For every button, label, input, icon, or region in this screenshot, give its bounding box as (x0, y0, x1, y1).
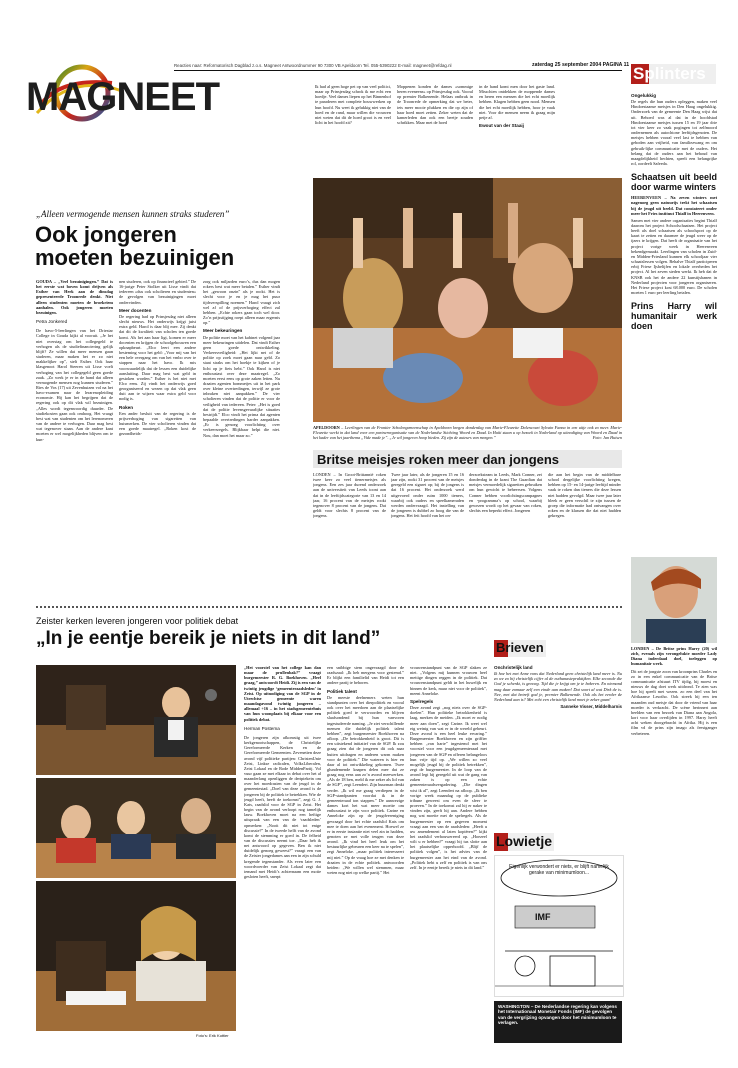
top-column-3: in de hand komt men door het gaste land. Misschien ontdekken de moppende dames en heren een mensen die het echt moeilijk hebben. Klagen hebben geen nood. Mensen die het echt moeilijk hebben, hoor je vaak niet. Voor die mensen neem ik graag mijn petje af. Ewout van der Staaij (479, 84, 555, 129)
lead-headline: Ook jongeren moeten bezuinigen (35, 222, 235, 270)
splinters-title: Splinters (633, 64, 706, 83)
lead-kicker: „Alleen vermogende mensen kunnen straks studeren” (36, 209, 230, 219)
politics-subhead-2: Spelregels (410, 698, 434, 704)
smokers-headline-box (313, 450, 622, 468)
smokers-column-4: die aan het begin van de middelbare school dergelijke voorlichting kregen, hebben op 15- en 14-jarige leeftijd minder vaak te roken dan tieners die deze lessen niet hadden gevolgd. Maar twee jaar later bleek er geen verschil te zijn tussen de groep die informatie had ontvangen over roken en de klassen die dat niet hadden gekregen. (548, 472, 621, 519)
classroom-photo (313, 178, 622, 422)
politics-kicker: Zeister kerken leveren jongeren voor politiek debat (36, 616, 239, 626)
splinter-1-head: Ongelukkig (631, 93, 657, 98)
smokers-headline: Britse meisjes roken meer dan jongens (317, 452, 560, 467)
splinter-2-head: Schaatsen uit beeld door warme winters (631, 172, 717, 193)
photo-caption: APELDOORN – Leerlingen van de Frontier Scholengemeenschap in Apeldoorn kregen donderdag van Marie-Fleurette Dalencourt Sylvain Fanna in een uitje ook zo meer. Marie-Fleurette werkt in dat land voor een partnerorganisatie van de Nederlandse Stichting Woord en Daad. In Haïti staan u op bezoek in Nederland op uitnodiging van Woord en Daad in het kader van het jaarthema „Vide made je”. „Je wil jongeren hoop bieden. Zij zijn de auteurs van morgen.” Foto: Jan Huisen (313, 425, 622, 440)
photo-credit: Foto: Jan Huisen (592, 435, 622, 440)
politics-column-1: „Het voorstel van het college kan dan maar de prullenbak?” vraagt burgemeester R. G. Boekhoven. „Heel graag,” antwoordt Heidi. Zij is een van de twintig jeugdige ‘gemeenteraadsleden’ in Zeist. Op uitnodiging van de SGP in de Utrechtse gemeente waren maandagavond twintig jongeren – allemaal +16 – in het stadsgemeentehuis van hun woonplaats bij elkaar voor een politiek debat. Herman Postema De jongeren zijn afkomstig uit twee kerkgenootschappen, de Christelijke Gereformeerde Kerken en de Gereformeerde Gemeenten. Zevenetien deze avond vijf politieke partijen: ChristenUnie Zeist, Linkse radicalen, VolksLiberalen, Zeist Lokaal en de Rode MiddenPartij. Vol vuur gaan ze met elkaar in debat over het al maanderlang openliggen de dertpiekein om over het moedrasien van de jeugd in de gemeentestad. „Doel van deze avond is de jongeren bij de politiek te betrekken. Wie de jeugd heeft, heeft de toekomst”, zegt G. J. Kats, raadslid voor de SGP in Zeist. Het begin van de avond verloopt nog tamelijk lauw. Boekhoven moet na een heftige uitspraak van een van de ‘raadsleden’ opmerken: „Nooit dit niet tot enige discussie?” In de tweede helft van de avond komt de stemming er goed in. De felheid van de discussies neemt toe. „Daar heb ik net antwoord op gegeven. Ben ik niet duidelijk genoeg geweest?” vraagt een van de Zeister jongedames aan een in zijn schuld kregende tegenstander. Als even later een woordvoerder van Zeist Lokaal zegt dat iemand met Heidi’s achternaam een motie gesloten heeft, snerpt (244, 665, 321, 880)
politics-photo-credit: Foto’s: Erik Kottier (196, 1033, 229, 1038)
top-column-2: Moppenen konden de dames «sommige heren eveneens» op Prinsjesdag ook. Vooral op premier Balkenende. Helaas ontbrak in de Troonrede de opmerking dat we beter, iets meer mooie plukken en die op zijn of haar hoed moet zetten. Zeker weten dat de kamerleden dan ook een beetje zouden schrikken. Maar met de hoed (397, 84, 473, 126)
lowietje-cartoon (494, 855, 624, 997)
brieven-header (494, 640, 546, 657)
lead-subhead-1: Meer docenten (119, 307, 152, 313)
lead-subhead-3: Meer bekeuringen (203, 328, 243, 334)
splinters-col: Ongelukkig De regels die hun ouders opleggen, maken veel Hindoestaanse meisjes in Den Haag ongelukkig. Onderzoek van de gemeente Den Haag wijst dat uit. Behoed was al dat in de hoofdstad Hindoestaanse meisjes tussen 15 en 19 jaar drie tot vier keer zo vaak pogingen tot zelfmoord ondernemen als autochtone leeftijdsgenoten. De meisjes hebben vooral veel last te hebben van geboden aan vrijheid, van familiezwang en om gebruik-lijke communicatie met de ouders. Het belang dat de ouders aan het behoud van maagdelijkheid hechten, speelt een belangrijke rol, oordeelt Safeeda. Schaatsen uit beeld door warme winters HEERENVEEN – Na zeven winters met nagenoeg geen natuurijs trekt het schaatsen bij de jeugd uit beeld. Dat constateert onder meer het Fries instituut Thialf in Heerenveen. Samen met vier andere organisaties begint Thialf daarom het project Schoolschaatsen. Het project heeft als doel schaatsen als schoolsport op de kaart te zetten en daarmee de jeugd weer op de ijzers te krijgen. Dat heeft de organisatie van het project vorige week in Heerenveen bekendgemaakt. Leerlingen van scholen in Zuid- en Midden-Friesland kunnen elk schooljaar vier schaatslessen volgen. Behalve Thialf participeren erbij Friese Ijsbelijfen en lokale overheden het project. Al het zeven steden werkt. Ik heb dat de KNSB ook het de andere 22 kunstijsbanen in Nederland projecten voor jongeren organiseren. Het Friese project kost 68.000 euro. De scholen moeten 1 euro per leerling betalen. Prins Harry wil humanitair werk doen (631, 93, 717, 332)
section-divider (36, 606, 622, 608)
lowietje-box (494, 833, 622, 1043)
politics-photo-2 (36, 778, 236, 878)
smokers-column-3: derzoeksteam in Leeds, Mark Conner, zei donderdag in de krant The Guardian dat meisjes vermoedelijk sigaretten gebruiken om hun gewicht te beheersen. Volgens Conner hebben voorlichtingscampagnes en -programma’s op school, waarbij gewezen wordt op het gevaar van roken, slechts een beperkt effect. Jongeren (469, 472, 542, 514)
lead-subhead-2: Roken (119, 404, 134, 410)
politics-photo-3 (36, 881, 236, 1031)
politics-headline: „In je eentje bereik je niets in dit land” (36, 628, 381, 649)
politics-byline: Herman Postema (244, 725, 280, 731)
politics-photo-1 (36, 665, 236, 775)
lead-column-2: nen studeren, ook op financieel gebied.” De 16-jarige Peter Stolker uit Lisse vindt dat iedereen «dus ook scholieren en studenten» de gevolgen van bezuinigingen moet ondervinden. Meer docenten De regering had op Prinsjesdag niet alleen slecht nieuws. Het onderwijs krijgt juist extra geld. Harol is daar blij mee. Zij denkt dat dit de kwaliteit van scholen ten goede komt. Als het aan haar ligt, komen er meer docenten en krijgen de schoolgebouwen een opknapbeurt. „Elco leert een andere besteming voor het geld: „Voor mij van het een hele overgang om van het vmbo over te stappen naar het havo. Ik mis voorwaardelijk dat de lessen een duidelijke aansluiting. Daar mag best wat geld in gestoken worden.” Esther is het niet met Elco eens. Zij vindt het onderwijs goed georganiseerd en wezen op dat vlak geen duit aan te wijzen waar extra geld voor nodig is. Roken Een ander besluit van de regering is de prijsverhoging van sigaretten van huismerken. De vier scholieren vinden dat een goede maatregel. „Roken kost de gezondheids- (119, 279, 196, 437)
politics-column-2: een snibbige stem ongevraagd door de raadszaal: „Ik heb mergens voor gestemd.” Er blijkt een familielid van Heidi tot een andere partij te behoren. Politiek talent De meeste deelnemers weten hun standpunten over het dierpolitiek en vooral ook over het meedoen aan de plaatselijke politiek goed te verwoorden en blijven slaafsondend bij hun vanvoren ingestudeerde naming. „Je ziet verschillende mensen die duidelijk politiek talent hebben”, zegt burgemeester Boekhoven na afloop. „De betrokkenheid is groot. Dit is een uitstekend initiatief van de SGP. Ik zou graag zien dat de jongeren dit ook naar buiten uitdragen en anderen warm maken voor de politiek.” Die wateren is hier en daar al tot ontwikkeling gekomen. Twee glundemende knapen delen mee dat ze graag nog eens aan zo’n avond meewerken. „Als de 18 ben, meld ik me zeker als lid van de SGP”, zegt Leendert. Zijn buurman denkt verder. „Ik wil me graag verdiepen in de SGP-standpunten voordat ik in de gemeenteraad ton stappen.” De aanwezige dames kort het wat meer moeite om enthousiast te zijn voor politiek. Carine en Anneloke zijn op de jeugdvereniging gevraagd door het echte raadslid Kats om mee te doen aan het evenement. Hoewel ze er in eerste instantie niet veel zin in hadden, genoten ze met volle teugen van deze avond. „Ik vind het heel leuk om het bestuurlijke gebeuren een keer na te spelen”, zegt Anneloke. „maar politiek interesseert mij niet.” Op de vraag hoe ze met denken te draaien in de echte politiek. antwoorden beiden: „We willen wel stemmen, maar weten nog niet op welke partij.” Het (327, 665, 404, 876)
magneet-wordmark: MAGNEET (26, 75, 219, 119)
brieven-box: Brieven Onchristelijk land Ik hoe het met Anne vons dat Nederland geen christelijk land meer is. Nu zo we zo bij christelijk cijfer al de euthanasiepraktijken. Elke seconde die God je schenkt, is genoeg. Tijd die je krijgt om je te bekeren. En niemand mag daar zomaar zelf een einde aan maken! Dat soort al wat Dirk de is. Nee, met dat betreft god je, premier Balkenende. Ook als het eerder de Nederland aan is? Met echt een christelijk land moet je zeker gaan! Sanneke Visser, Middelharnis (494, 640, 622, 710)
lowietje-caption: WASHINGTON – De Nederlandse regering kan volgens het Internationaal Monetair Fonds (IMF) de gevolgen van de vergrijzing opvangen door het minimumloon te verlagen. (498, 1004, 617, 1026)
brieven-title: Brieven (496, 640, 544, 655)
lead-column-1: GOUDA – „Veel bezuinigingen.” Dat is het eerste wat boven komt drijven als Esther van Herk aan de dinsdag gepresenteerde Troonrede denkt. Niet alleen studenten moeten de broekriem aanhalen. Ook jongeren moeten bezuinigen. Petra Jonkered De havo-5-leerlingen van het Driestar College in Gouda kijkt al vooruit. „Je het niet overstag om het collegegeld te verhogen als de studiefinanciering gelijk blijft? Ze willen dat meer mensen gaan studeren, maar maken het er zo niet makkelijker op”, stelt Esther. Ook haar klasgenoot Harol Steeren uit Lisse voelt verhoging van het collegegeld geen goede zaak. „Zo werk je er in de hand dat alleen vermogende mensen nog kunnen studeren.” Ries de Vos (17) uit Zevenhuizen vol na het havo-examen naar de lerarenopleiding economie. Hij kan het begrijpen dat de regering ook op dit vlak wil bezuinigen. „Alles wordt tegenwoordig duurder. De studiekosten gaan ook omhoog. Het vraagt best wat van studenten om het lerenomeren van de andere te verhogen. Daar mag best wat tegenover staan. Aan de andere kant moeten er wel mogelijkheden blijven om te kun- (36, 279, 113, 442)
brieven-heading: Onchristelijk land (494, 665, 533, 670)
address-line: Reacties naar: Reformatorisch Dagblad z.o.s. Magneet Antwoordnummer 90 7300 VB Apeldoorn Tel. 055-5390222 E-mail: magneet@refdag.nl (174, 63, 452, 68)
lead-column-3: zorg ook miljarden euro’s, dus dan mogen rokers best wat meer betalen.” Esther vindt het „gewoon onzin” als je rookt. Het is slecht voor je en je mag het puur tijdsverspilling noemen.” Harol vraagt zich wel af of de prijsverhoging effect zal hebben. „Echte rokers gaan toch wel door. Zo’n prijsstijging roept alleen maar ergernis op.” Meer bekeuringen De politie moet van het kabinet volgend jaar meer bekeuringen uitdelen. Dat vindt Esther geen goede ontwikkeling. Verkeersveiligheid: „Het lijkt net of de politie op zoek moet gaan naar geld. Zo staat straks om het hoekje te kijken of je licht op je fiets hebt.” Ook Harol is niet enthousiast over deze maatregel. „Zo moeten eerst eens op grote zaken letten. Nu draaien agenten bommetjes uit in het park over kleine overtredingen, terwijl ze grote inbraken niet aanpakken.” De vier scholieren vinden dat de politie er voor de veiligheid van iedereen. Peter: „Het is goed dat de politie levensgevaarlijke situaties bestrijdt.” Elco vindt het prima dat agenten bepaalde overtredingen harder aanpakken. „Er is genoeg voorlichting over verkeersregels. Blijkbaar helpt die niet. Nou, dan moet het maar zo.” (203, 279, 280, 438)
splinters-header (631, 64, 716, 84)
top-column-author: Ewout van der Staaij (479, 123, 524, 129)
lowietje-bubble-text: Eigenlijk verwondert er niets, er blijft namelijk gerake van minimumloon... (509, 864, 609, 876)
brieven-signature: Sanneke Visser, Middelharnis (560, 704, 622, 710)
smokers-column-1: LONDEN – In Groot-Brittannië roken twee keer zo veel tienermeisjes als jongens. Een zes jaar durend onderzoek aan de universiteit van Leeds toont aan dat in de leeftijdscategorie van 13 en 14 jaar, 16 procent van de meisjes rookt tegenover 8 procent van de jongens. Dat geldt voor slechts 8 procent van de jongens. (313, 472, 386, 519)
date-line: zaterdag 25 september 2004 PAGINA 11 (532, 62, 630, 68)
lowietje-caption-box (494, 1001, 622, 1043)
politics-subhead-1: Politiek talent (327, 688, 357, 694)
politics-column-3: vrouwenstandpunt van de SGP slaken ze niet. „Volgens mij kunnen vrouwen heel mettige dingen reggen in de politiek. Dat vrouwenstandpunt geldt in het huwelijk en binnen de kerk, maar niet voor de politiek”, meent Anneloke. Spelregels Deze avond zegt „nog niets over de SGP-doelen”. Hun politieke betrokkenheid is laag, merken de meiden. „Ik moet er nodig meer aan doen”, zegt Carine. Ik weet wel eig weinig van wat er in de wereld gebeurt. Deze avond is een heel leuke ervaring.” Burgemeester Boekhoven en zijn griffier hebben „van harte” ingestemd met het voorstel voor een jeugdgemeenteraad met jongeren van de SGP en offeren belangeloos hun vrije tijd op. „We willen zo veel mogelijk jeugd bij de politiek betrekken”, zegt de burgemeester. In de loop van de avond legt hij geregeld uit wat de gang van zaken is op een echte gemeenteraadsvergadering. „Die dingen wist ik al”, zegt Leendert na afloop. „Ik ben vorige week maandag op de publieke tribune geweest om even de sfeer te proeven.” In de toekomst zal hij er naker te vinden zijn, geeft hij aan. Andere hebben nog wat moeite met de spelregels. Als de burgemeester op een gegeven moment vraagt aan een van de raadsleden: „Heeft u uw amendement al laten kopiëren?” kijkt het raadslid verbouwereerd op. „Hoezeel wilt u er hebben?” vraagt hij tus slotte aan het plaatselijke opperhoofd. „Blijf de politiek volgen”, is het advies van de burgemeester aan het eind van de avond. „Politiek hebt u zelf en politiek is van ons zelf. In je eentje bereik je niets in dit land.” (410, 665, 487, 870)
prince-harry-photo (631, 557, 717, 643)
harry-col: LONDEN – De Britse prins Harry (20) wil zich, evenals zijn verongelukte moeder Lady Diana inderdaad doel, toeleggen op humanitair werk. Dit zei de jongste zoon van kroonprins Charles en zo in een enkel communicatie van de Britse communicatie afstuurt ITV tijdig, hij moest en nieuws de dag doet werk uitdrond. Te zien was hoe hij speelt met wezen. zo een deel van het Afrikaanse Lesotho. Ook streek hij een ten maanden oud meisje dat door de vriend van haar moeder is verkracht. De scène herinnert aan beelden van een bezoek van Diana aan Angola, kort voor haar overlijden in 1997. Harry heeft acht weken doorgebracht in Afrika. Hij is een film vd de prins zijn imago als feestganger verbeteren. (631, 646, 717, 736)
lowietje-title: Lowietje (496, 833, 553, 849)
lowietje-header (494, 833, 554, 851)
splinter-3-head: Prins Harry wil humanitair werk doen (631, 301, 717, 332)
smokers-column-2: Twee jaar later, als de jongeren 15 en 16 jaar zijn, rookt 31 procent van de meisjes geregeld een sigaret op; bij de jongens is dat 16 procent. Het onderzoek werd uitgevoerd onder ruim 1000 tieners, waarbij ook ouders en speelkameraden werden ondervraagd. Het instelling van de jongeren is dubbel zo hoog die van de jongens. Het feit hoofd van het on- (391, 472, 464, 519)
top-column-1: Ik had al geen hoge pet op van veel politici, maar op Prinsjesdag schrok ik me echt een hoedje. Veel dames liepen op het Binnenhof te paraderen met complete bouwwerken op hun hoofd. Nu weet ik gelukkig niet van de hoed en de rand, maar willen die vrouwen niet weten dat dit de hoed groot is en veel licht in het hoofd zit? (315, 84, 391, 126)
lowietje-imf-label: IMF (535, 912, 551, 922)
lead-byline: Petra Jonkered (36, 319, 68, 325)
